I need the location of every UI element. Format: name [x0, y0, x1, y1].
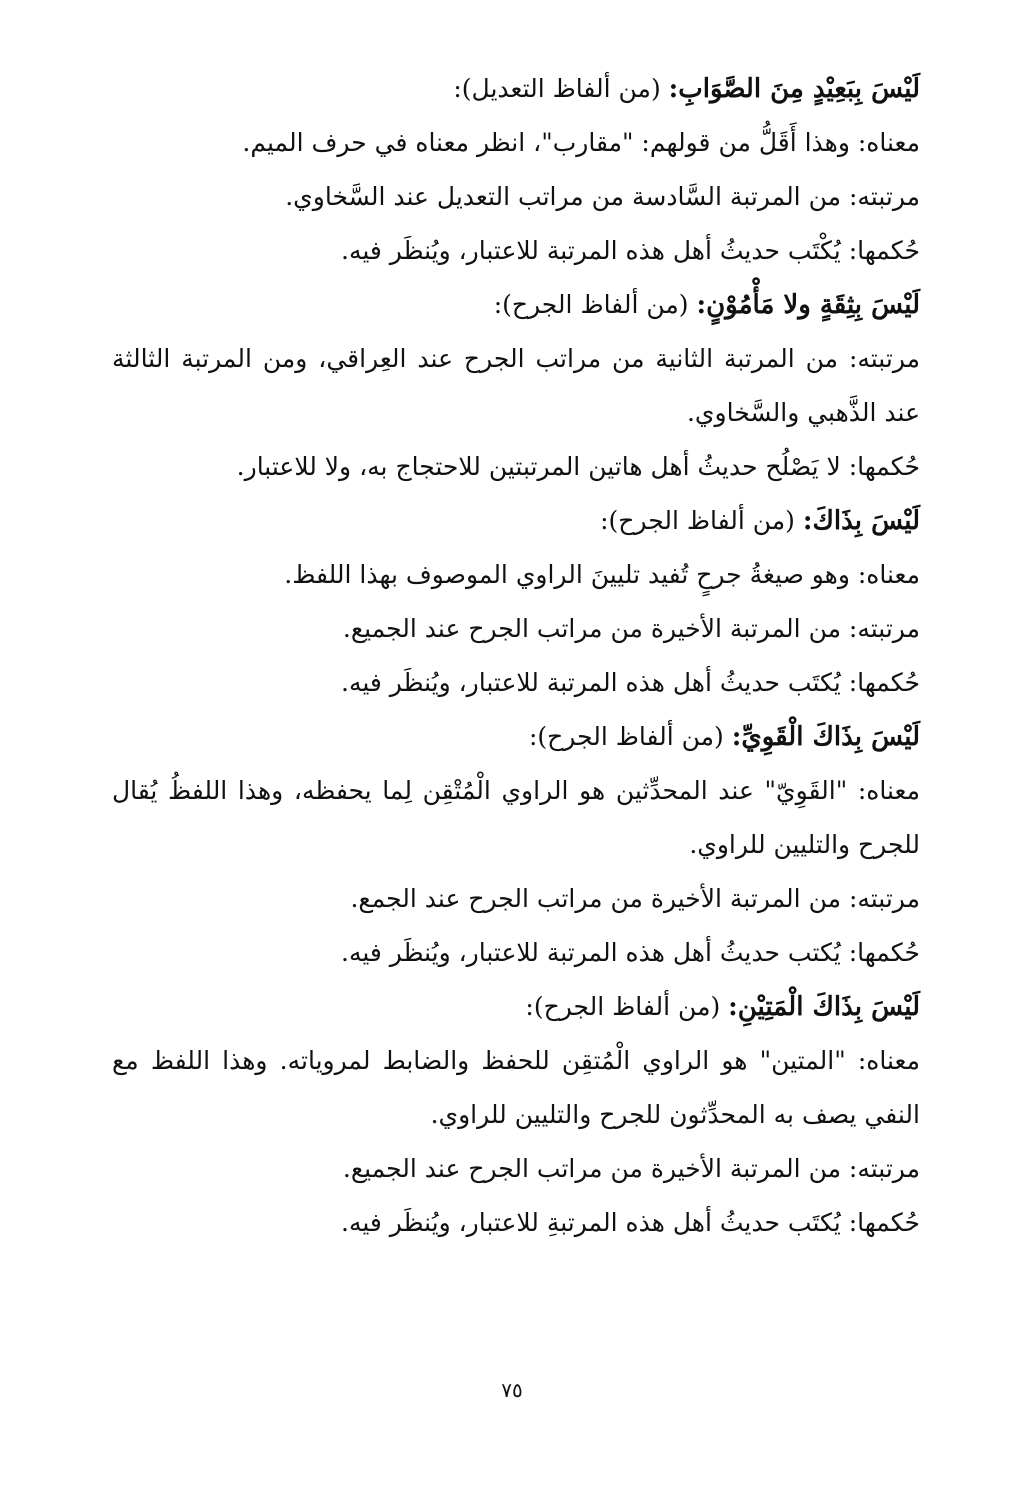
- entry-ruling: حُكمها: لا يَصْلُح حديثُ أهل هاتين المرتبتين للاحتجاج به، ولا للاعتبار.: [236, 452, 920, 481]
- entry-rank: مرتبته: من المرتبة الأخيرة من مراتب الجرح عند الجميع.: [342, 1154, 920, 1183]
- entry: [112, 980, 920, 1250]
- entry-meaning: معناه: وهذا أَقَلُّ من قولهم: "مقارب"، انظر معناه في حرف الميم.: [242, 128, 920, 157]
- entry-meaning: معناه: "المتين" هو الراوي الْمُتقِن للحفظ والضابط لمروياته. وهذا اللفظ مع النفي يصف به المحدِّثون للجرح والتليين للراوي.: [112, 1046, 920, 1129]
- entry: [112, 62, 920, 278]
- entry-category: (من ألفاظ التعديل):: [453, 74, 661, 103]
- page-number: ٧٥: [501, 1378, 523, 1402]
- entry-rank: مرتبته: من المرتبة الأخيرة من مراتب الجرح عند الجمع.: [350, 884, 920, 913]
- entry-heading: [112, 980, 920, 1034]
- entry-category: (من ألفاظ الجرح):: [493, 290, 689, 319]
- entry-category: (من ألفاظ الجرح):: [600, 506, 795, 535]
- entry: [112, 278, 920, 494]
- entry-rank: مرتبته: من المرتبة السَّادسة من مراتب التعديل عند السَّخاوي.: [285, 182, 920, 211]
- entry-heading: [112, 494, 920, 548]
- entry-rank: مرتبته: من المرتبة الأخيرة من مراتب الجرح عند الجميع.: [342, 614, 920, 643]
- entry: [112, 710, 920, 980]
- entry-ruling: حُكمها: يُكْتَب حديثُ أهل هذه المرتبة للاعتبار، ويُنظَر فيه.: [341, 236, 920, 265]
- entry-term: لَيْسَ بِذَاكَ الْقَوِيِّ:: [731, 722, 920, 752]
- entry-term: لَيْسَ بِذَاكَ:: [802, 506, 920, 536]
- entry-ruling: حُكمها: يُكتب حديثُ أهل هذه المرتبة للاعتبار، ويُنظَر فيه.: [341, 938, 920, 967]
- entry-ruling: حُكمها: يُكتَب حديثُ أهل هذه المرتبةِ للاعتبار، ويُنظَر فيه.: [341, 1208, 920, 1237]
- entry-term: لَيْسَ بِبَعِيْدٍ مِنَ الصَّوَابِ:: [668, 74, 920, 104]
- document-page: [112, 62, 920, 1250]
- entry-category: (من ألفاظ الجرح):: [528, 722, 724, 751]
- entry-term: لَيْسَ بِذَاكَ الْمَتِيْنِ:: [728, 992, 920, 1022]
- entry-heading: [112, 62, 920, 116]
- entry-heading: [112, 278, 920, 332]
- entry-term: لَيْسَ بِثِقَةٍ ولا مَأْمُوْنٍ:: [696, 290, 920, 320]
- entry: [112, 494, 920, 710]
- entry-ruling: حُكمها: يُكتَب حديثُ أهل هذه المرتبة للاعتبار، ويُنظَر فيه.: [341, 668, 920, 697]
- entry-heading: [112, 710, 920, 764]
- entry-meaning: معناه: وهو صيغةُ جرحٍ تُفيد تليينَ الراوي الموصوف بهذا اللفظ.: [284, 560, 920, 589]
- entry-rank: مرتبته: من المرتبة الثانية من مراتب الجرح عند العِراقي، ومن المرتبة الثالثة عند الذَّهبي والسَّخاوي.: [112, 344, 920, 427]
- entry-meaning: معناه: "القَوِيّ" عند المحدِّثين هو الراوي الْمُتْقِن لِما يحفظه، وهذا اللفظُ يُقال للجرح والتليين للراوي.: [112, 776, 920, 859]
- entry-category: (من ألفاظ الجرح):: [525, 992, 721, 1021]
